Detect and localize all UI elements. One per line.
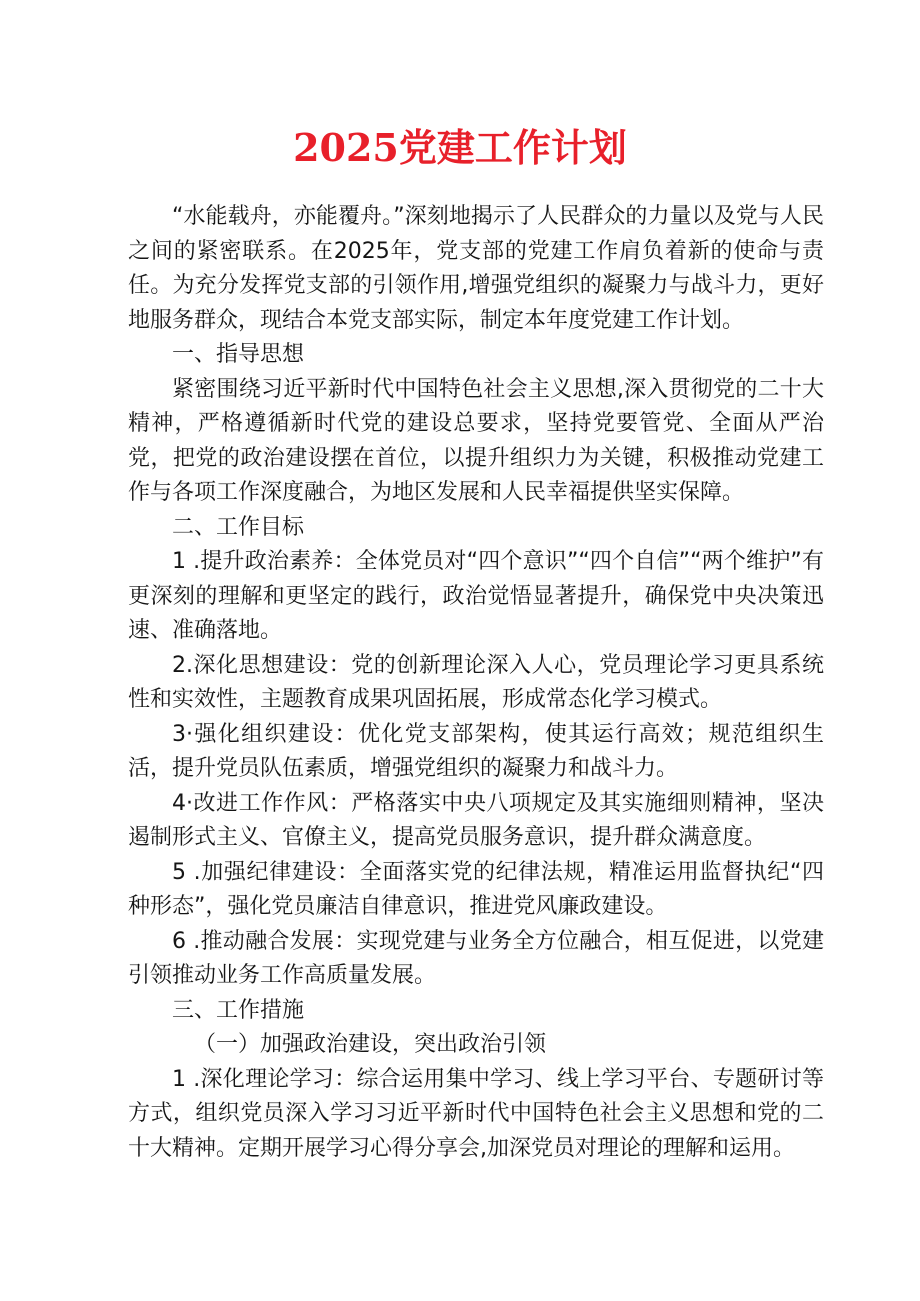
guiding-ideology-paragraph: 紧密围绕习近平新时代中国特色社会主义思想,深入贯彻党的二十大精神，严格遵循新时代党的建设总要求，坚持党要管党、全面从严治党，把党的政治建设摆在首位，以提升组织力为关键，积极推动党建工作与各项工作深度融合，为地区发展和人民幸福提供坚实保障。: [128, 376, 824, 505]
subsection-heading-political-construction: （一）加强政治建设，突出政治引领: [194, 1032, 547, 1057]
goal-item-6: 6 .推动融合发展：实现党建与业务全方位融合，相互促进，以党建引领推动业务工作高质量发展。: [128, 928, 824, 988]
section-heading-guiding-ideology: 一、指导思想: [172, 342, 305, 367]
section-heading-work-goals: 二、工作目标: [172, 514, 305, 540]
section-heading-work-measures: 三、工作措施: [172, 997, 305, 1023]
goal-item-1: 1 .提升政治素养：全体党员对“四个意识”“四个自信”“两个维护”有更深刻的理解和更坚定的践行，政治觉悟显著提升，确保党中央决策迅速、准确落地。: [128, 549, 824, 643]
document-title: 2025党建工作计划: [293, 125, 627, 170]
measure-item-1: 1 .深化理论学习：综合运用集中学习、线上学习平台、专题研讨等方式，组织党员深入学习习近平新时代中国特色社会主义思想和党的二十大精神。定期开展学习心得分享会,加深党员对理论的理解和运用。: [128, 1066, 824, 1161]
goal-item-5: 5 .加强纪律建设：全面落实党的纪律法规，精准运用监督执纪“四种形态”，强化党员廉洁自律意识，推进党风廉政建设。: [128, 859, 824, 919]
intro-paragraph: “水能载舟，亦能覆舟。”深刻地揭示了人民群众的力量以及党与人民之间的紧密联系。在2025年，党支部的党建工作肩负着新的使命与责任。为充分发挥党支部的引领作用,增强党组织的凝聚力与战斗力，更好地服务群众，现结合本党支部实际，制定本年度党建工作计划。: [128, 204, 824, 333]
goal-item-4: 4·改进工作作风：严格落实中央八项规定及其实施细则精神，坚决遏制形式主义、官僚主义，提高党员服务意识，提升群众满意度。: [128, 790, 824, 850]
goal-item-2: 2.深化思想建设：党的创新理论深入人心，党员理论学习更具系统性和实效性，主题教育成果巩固拓展，形成常态化学习模式。: [128, 652, 824, 712]
document-body: [128, 200, 824, 1166]
goal-item-3: 3·强化组织建设：优化党支部架构，使其运行高效；规范组织生活，提升党员队伍素质，增强党组织的凝聚力和战斗力。: [128, 721, 824, 781]
